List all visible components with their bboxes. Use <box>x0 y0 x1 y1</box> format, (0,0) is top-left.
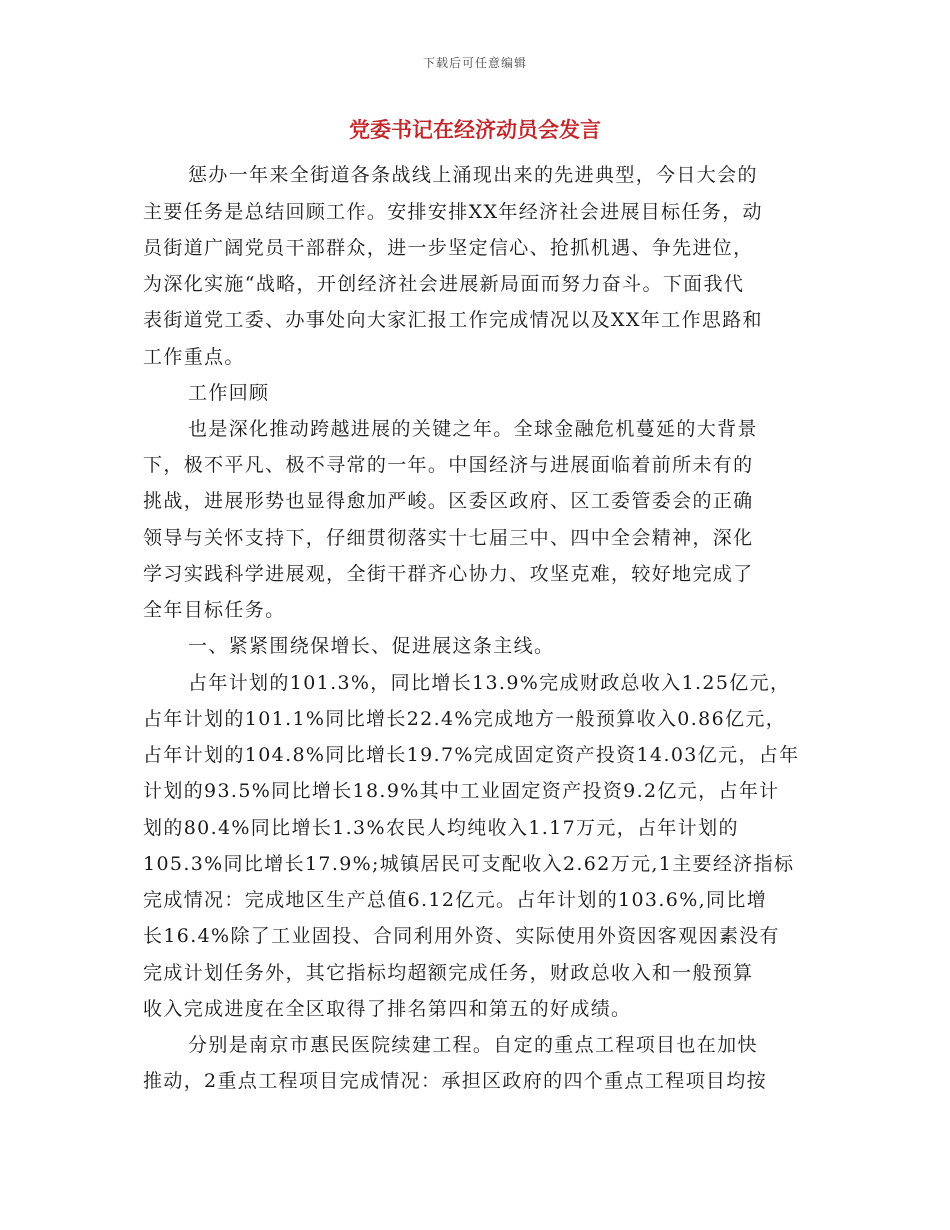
header-note: 下载后可任意编辑 <box>422 56 527 70</box>
text-line: 占年计划的101.3%，同比增长13.9%完成财政总收入1.25亿元， <box>188 672 791 694</box>
text-line: 105.3%同比增长17.9%;城镇居民可支配收入2.62万元,1主要经济指标 <box>143 853 795 875</box>
text-line: 学习实践科学进展观，全街干群齐心协力、攻坚克难，较好地完成了 <box>143 563 754 585</box>
text-line: 全年目标任务。 <box>143 599 286 621</box>
text-line: 计划的93.5%同比增长18.9%其中工业固定资产投资9.2亿元，占年计 <box>143 780 780 802</box>
text-line: 为深化实施“战略，开创经济社会进展新局面而努力奋斗。下面我代 <box>143 273 745 295</box>
text-line: 划的80.4%同比增长1.3%农民人均纯收入1.17万元，占年计划的 <box>143 817 739 839</box>
text-line: 下，极不平凡、极不寻常的一年。中国经济与进展面临着前所未有的 <box>143 454 754 476</box>
text-line: 分别是南京市惠民医院续建工程。自定的重点工程项目也在加快 <box>188 1034 758 1056</box>
subsection-heading: 一、紧紧围绕保增长、促进展这条主线。 <box>188 635 555 657</box>
text-line: 占年计划的101.1%同比增长22.4%完成地方一般预算收入0.86亿元， <box>143 708 787 730</box>
text-line: 推动，2重点工程项目完成情况：承担区政府的四个重点工程项目均按 <box>143 1070 767 1092</box>
text-line: 完成计划任务外，其它指标均超额完成任务，财政总收入和一般预算 <box>143 962 754 984</box>
text-line: 惩办一年来全街道各条战线上涌现出来的先进典型，今日大会的 <box>188 164 758 186</box>
text-line: 工作重点。 <box>143 346 245 368</box>
text-line: 也是深化推动跨越进展的关键之年。全球金融危机蔓延的大背景 <box>188 418 758 440</box>
section-heading: 工作回顾 <box>188 382 270 404</box>
text-line: 挑战，进展形势也显得愈加严峻。区委区政府、区工委管委会的正确 <box>143 490 754 512</box>
text-line: 占年计划的104.8%同比增长19.7%完成固定资产投资14.03亿元，占年 <box>143 744 800 766</box>
text-line: 收入完成进度在全区取得了排名第四和第五的好成绩。 <box>143 998 632 1020</box>
text-line: 表街道党工委、办事处向大家汇报工作完成情况以及XX年工作思路和 <box>143 309 763 331</box>
text-line: 长16.4%除了工业固投、合同利用外资、实际使用外资因客观因素没有 <box>143 925 780 947</box>
document-title: 党委书记在经济动员会发言 <box>349 118 601 142</box>
text-line: 领导与关怀支持下，仔细贯彻落实十七届三中、四中全会精神，深化 <box>143 527 754 549</box>
text-line: 员街道广阔党员干部群众，进一步坚定信心、抢抓机遇、争先进位， <box>143 237 754 259</box>
text-line: 完成情况：完成地区生产总值6.12亿元。占年计划的103.6%,同比增 <box>143 889 768 911</box>
text-line: 主要任务是总结回顾工作。安排安排XX年经济社会进展目标任务，动 <box>143 201 763 223</box>
